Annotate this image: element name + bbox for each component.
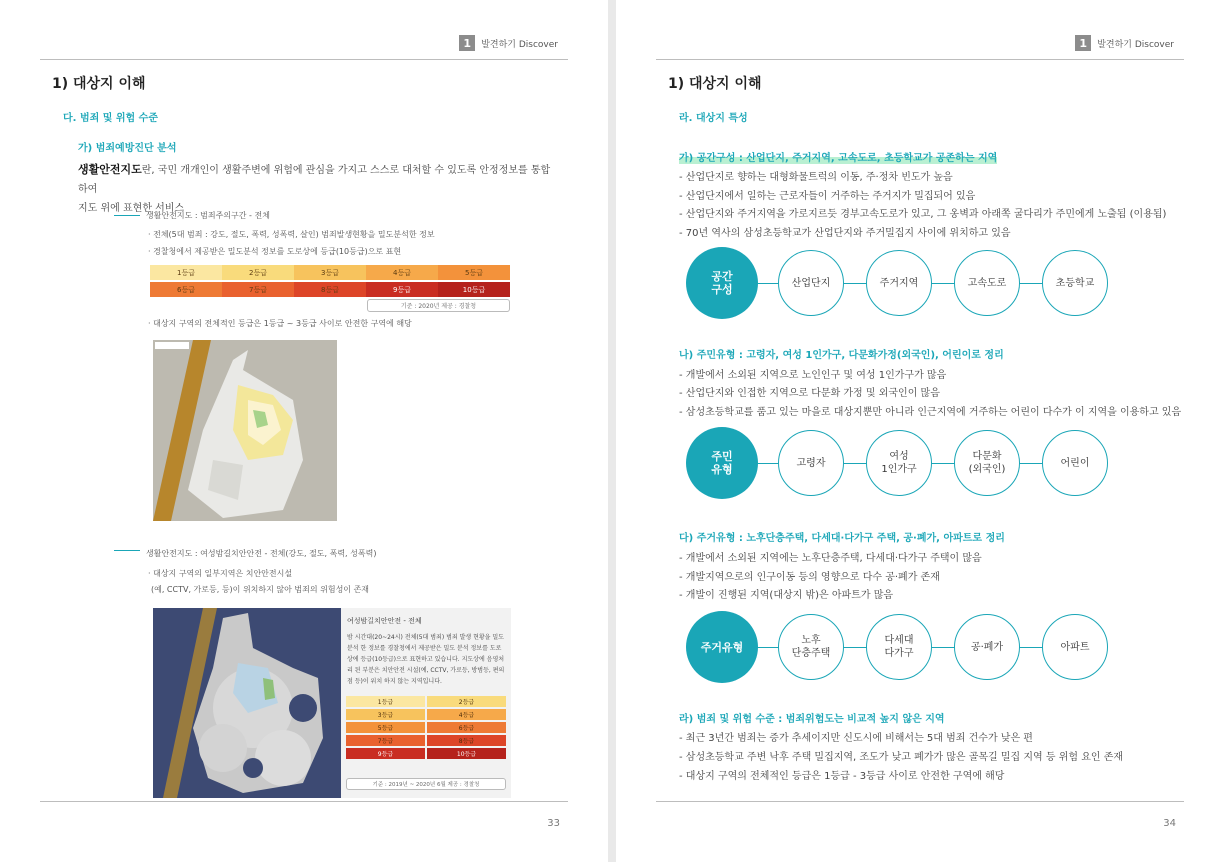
residents-diagram: [686, 430, 1106, 496]
chapter-number: 1: [459, 35, 475, 51]
grade-scale-row-2: [150, 282, 510, 297]
grade-cell: 10등급: [438, 282, 510, 297]
diagram-main-node: 주거유형: [686, 611, 758, 683]
group-heading-housing: 다) 주거유형 : 노후단층주택, 다세대·다가구 주택, 공·폐가, 아파트로 정리: [679, 533, 1005, 544]
bullet: - 개발지역으로의 인구이동 등의 영향으로 다수 공·폐가 존재: [679, 572, 940, 583]
bullet: - 산업단지와 주거지역을 가로지르듯 경부고속도로가 있고, 그 옹벽과 아래쪽 굴다리가 주민에게 노출됨 (이용됨): [679, 209, 1167, 220]
night-safety-map-graphic: [153, 608, 341, 798]
chapter-number: 1: [1075, 35, 1091, 51]
subsection-heading: 가) 범죄예방진단 분석: [78, 143, 177, 154]
map2-caption: 생활안전지도 : 여성밤길치안안전 - 전체(강도, 절도, 폭력, 성폭력): [146, 549, 377, 558]
group-heading-space: 가) 공간구성 : 산업단지, 주거지역, 고속도로, 초등학교가 공존하는 지역: [679, 149, 997, 164]
caption-rule: [114, 550, 140, 551]
map2-note-2: (예, CCTV, 가로등, 등)이 위치하지 않아 범죄의 위험성이 존재: [151, 585, 370, 594]
bullet: - 최근 3년간 범죄는 증가 추세이지만 신도시에 비해서는 5대 범죄 건수가 낮은 편: [679, 733, 1033, 744]
map1-summary: · 대상지 구역의 전체적인 등급은 1등급 ~ 3등급 사이로 안전한 구역에 해당: [148, 319, 412, 328]
grade-cell: 7등급: [346, 735, 425, 746]
map1-note-2: · 경찰청에서 제공받은 밀도분석 정보를 도로상에 등급(10등급)으로 표현: [148, 247, 402, 256]
space-diagram: [686, 250, 1106, 316]
diagram-node: 어린이: [1042, 430, 1108, 496]
bullet: - 개발에서 소외된 지역에는 노후단층주택, 다세대·다가구 주택이 많음: [679, 553, 982, 564]
bullet: - 70년 역사의 삼성초등학교가 산업단지와 주거밀집지 사이에 위치하고 있음: [679, 228, 1011, 239]
diagram-node: 아파트: [1042, 614, 1108, 680]
section-heading: 다. 범죄 및 위험 수준: [63, 113, 159, 124]
grade-cell: 8등급: [294, 282, 366, 297]
header-rule: [40, 59, 568, 60]
grade-cell: 9등급: [346, 748, 425, 759]
map2-note-1: · 대상지 구역의 일부지역은 치안안전시설: [148, 569, 293, 578]
intro-text-line2: 지도 위에 표현한 서비스: [78, 203, 185, 214]
diagram-node: 다세대 다가구: [866, 614, 932, 680]
page-33: [0, 0, 608, 862]
diagram-node: 공·폐가: [954, 614, 1020, 680]
infobox-grade-grid: [346, 696, 506, 759]
diagram-node: 노후 단층주택: [778, 614, 844, 680]
grade-source: 기준 : 2020년 제공 : 경찰청: [367, 299, 510, 312]
grade-cell: 7등급: [222, 282, 294, 297]
diagram-node: 산업단지: [778, 250, 844, 316]
group-heading-residents: 나) 주민유형 : 고령자, 여성 1인가구, 다문화가정(외국인), 어린이로 정리: [679, 350, 1004, 361]
footer-rule: [40, 801, 568, 802]
grade-cell: 1등급: [346, 696, 425, 707]
infobox-body: 밤 시간대(20~24시) 전체(5대 범죄) 범죄 발생 현황을 밀도분석 한 정보를 경찰청에서 제공받은 밀도 분석 정보를 도로상에 등급(10등급)으로 표현하고 있습니다. 지도상에 음영처리 된 부분은 치안안전 시설(예, CCTV, 가로등, 방범등, 편의점 등)이 위치 하지 않는 지역입니다.: [347, 634, 505, 685]
diagram-node: 다문화 (외국인): [954, 430, 1020, 496]
diagram-node: 초등학교: [1042, 250, 1108, 316]
diagram-node: 주거지역: [866, 250, 932, 316]
crime-map-graphic: [153, 340, 337, 521]
chapter-label: 발견하기 Discover: [1097, 39, 1174, 50]
bullet: - 개발에서 소외된 지역으로 노인인구 및 여성 1인가구가 많음: [679, 370, 947, 381]
bullet: - 산업단지와 인접한 지역으로 다문화 가정 및 외국인이 많음: [679, 388, 940, 399]
diagram-main-node: 주민 유형: [686, 427, 758, 499]
bullet: - 개발이 진행된 지역(대상지 밖)은 아파트가 많음: [679, 590, 894, 601]
diagram-node: 고령자: [778, 430, 844, 496]
grade-cell: 6등급: [427, 722, 506, 733]
grade-cell: 6등급: [150, 282, 222, 297]
intro-term: 생활안전지도: [78, 163, 142, 176]
group-heading-crime: 라) 범죄 및 위험 수준 : 범죄위험도는 비교적 높지 않은 지역: [679, 714, 945, 725]
caption-rule: [114, 215, 140, 216]
section-heading: 라. 대상지 특성: [679, 113, 748, 124]
crime-map-overall: [153, 340, 337, 521]
footer-rule: [656, 801, 1184, 802]
grade-cell: 2등급: [427, 696, 506, 707]
intro-text: 란, 국민 개개인이 생활주변에 위험에 관심을 가지고 스스로 대처할 수 있도록 안정정보를 통합하여: [78, 165, 551, 195]
page-34: [616, 0, 1224, 862]
grade-cell: 10등급: [427, 748, 506, 759]
header-rule: [656, 59, 1184, 60]
page-number: 34: [1163, 818, 1176, 829]
diagram-node: 고속도로: [954, 250, 1020, 316]
infobox-source: 기준 : 2019년 ~ 2020년 6월 제공 : 경찰청: [346, 778, 506, 790]
diagram-node: 여성 1인가구: [866, 430, 932, 496]
map1-caption: 생활안전지도 : 범죄주의구간 - 전체: [146, 211, 270, 220]
diagram-main-node: 공간 구성: [686, 247, 758, 319]
infobox-title: 여성밤길치안안전 - 전체: [347, 617, 422, 625]
map1-note-1: · 전체(5대 범죄 : 강도, 절도, 폭력, 성폭력, 살인) 범죄발생현황을 밀도분석한 정보: [148, 230, 435, 239]
bullet: - 산업단지에서 일하는 근로자들이 거주하는 주거지가 밀집되어 있음: [679, 191, 976, 202]
grade-cell: 5등급: [438, 265, 510, 280]
grade-cell: 5등급: [346, 722, 425, 733]
chapter-label: 발견하기 Discover: [481, 39, 558, 50]
running-header: [459, 35, 558, 51]
grade-cell: 4등급: [427, 709, 506, 720]
night-safety-infobox: [341, 608, 511, 798]
grade-cell: 2등급: [222, 265, 294, 280]
grade-cell: 9등급: [366, 282, 438, 297]
grade-cell: 8등급: [427, 735, 506, 746]
running-header: [1075, 35, 1174, 51]
page-title: 1) 대상지 이해: [668, 76, 762, 92]
grade-cell: 1등급: [150, 265, 222, 280]
grade-cell: 4등급: [366, 265, 438, 280]
night-safety-map: [153, 608, 341, 798]
bullet: - 대상지 구역의 전체적인 등급은 1등급 - 3등급 사이로 안전한 구역에 해당: [679, 771, 1005, 782]
page-title: 1) 대상지 이해: [52, 76, 146, 92]
grade-scale-row-1: [150, 265, 510, 280]
page-number: 33: [547, 818, 560, 829]
bullet: - 산업단지로 향하는 대형화물트럭의 이동, 주·정차 빈도가 높음: [679, 172, 953, 183]
bullet: - 삼성초등학교를 품고 있는 마을로 대상지뿐만 아니라 인근지역에 거주하는 어린이 다수가 이 지역을 이용하고 있음: [679, 407, 1182, 418]
grade-cell: 3등급: [346, 709, 425, 720]
housing-diagram: [686, 614, 1106, 680]
grade-cell: 3등급: [294, 265, 366, 280]
bullet: - 삼성초등학교 주변 낙후 주택 밀집지역, 조도가 낮고 폐가가 많은 골목길 밀집 지역 등 위험 요인 존재: [679, 752, 1124, 763]
